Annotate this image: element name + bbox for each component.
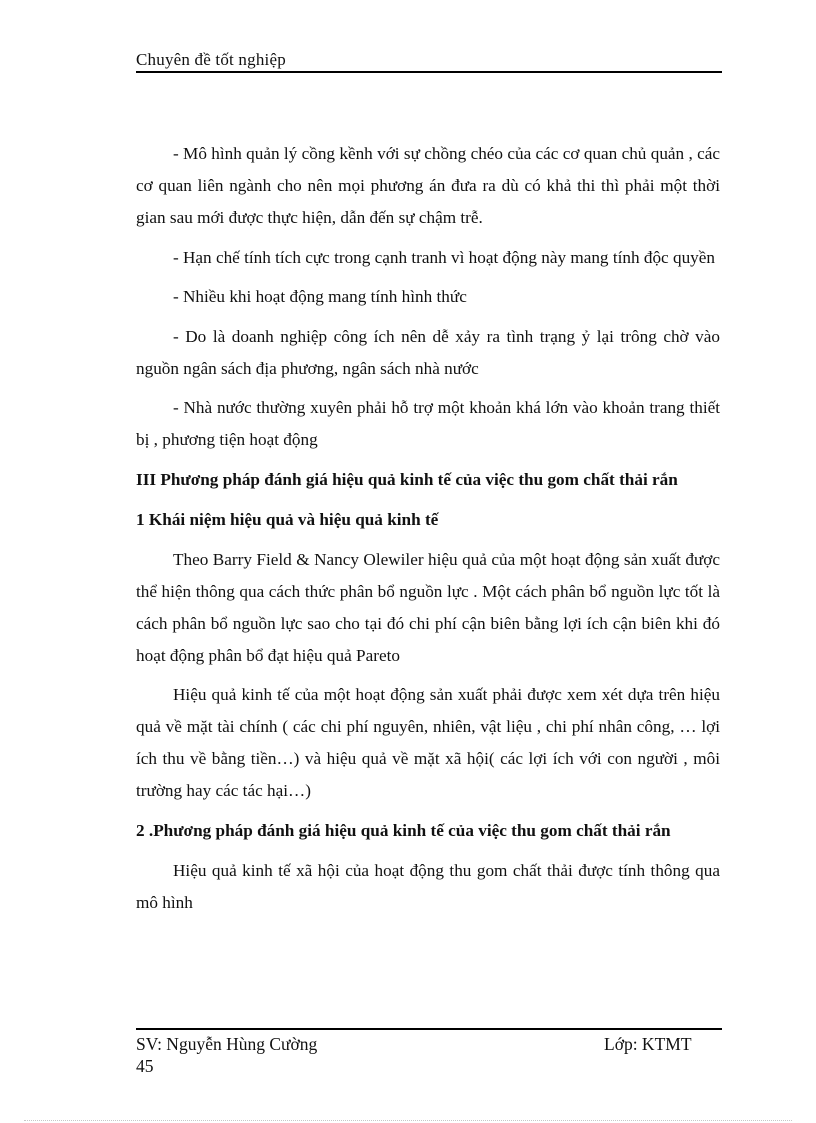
footer-class-label: Lớp: KTMT bbox=[604, 1034, 692, 1054]
header-rule bbox=[136, 71, 722, 73]
section-heading: III Phương pháp đánh giá hiệu quả kinh tế của việc thu gom chất thải rắn bbox=[136, 469, 678, 489]
footer-student-name: SV: Nguyễn Hùng Cường bbox=[136, 1034, 318, 1054]
page-edge-divider bbox=[24, 1120, 792, 1121]
paragraph: - Nhà nước thường xuyên phải hỗ trợ một khoản khá lớn vào khoản trang thiết bị , phương tiện hoạt động bbox=[136, 398, 720, 449]
subsection-heading: 1 Khái niệm hiệu quả và hiệu quả kinh tế bbox=[136, 509, 439, 529]
paragraph: Hiệu quả kinh tế của một hoạt động sản xuất phải được xem xét dựa trên hiệu quả về mặt tài chính ( các chi phí nguyên, nhiên, vật liệu , chi phí nhân công, … lợi ích thu về bằng tiền…) và hiệu quả về mặt xã hội( các lợi ích với con người , môi trường hay các tác hại…) bbox=[136, 685, 720, 800]
paragraph: - Do là doanh nghiệp công ích nên dễ xảy ra tình trạng ỷ lại trông chờ vào nguồn ngân sách địa phương, ngân sách nhà nước bbox=[136, 326, 720, 378]
footer-rule bbox=[136, 1028, 722, 1030]
header-title: Chuyên đề tốt nghiệp bbox=[136, 50, 286, 69]
page-number: 45 bbox=[136, 1056, 154, 1076]
paragraph: - Mô hình quản lý cồng kềnh với sự chồng chéo của các cơ quan chủ quản , các cơ quan liên ngành cho nên mọi phương án đưa ra dù có khả thi thì phải một thời gian sau mới được thực hiện, dẫn đến sự chậm trễ. bbox=[136, 144, 720, 227]
body-text bbox=[136, 138, 720, 926]
paragraph: Theo Barry Field & Nancy Olewiler hiệu quả của một hoạt động sản xuất được thể hiện thông qua cách thức phân bổ nguồn lực . Một cách phân bổ nguồn lực tốt là cách phân bổ nguồn lực sao cho tại đó chi phí cận biên bằng lợi ích cận biên khi đó hoạt động phân bổ đạt hiệu quả Pareto bbox=[136, 549, 720, 665]
paragraph: Hiệu quả kinh tế xã hội của hoạt động thu gom chất thải được tính thông qua mô hình bbox=[136, 860, 720, 912]
paragraph: - Nhiều khi hoạt động mang tính hình thức bbox=[173, 287, 467, 306]
paragraph: - Hạn chế tính tích cực trong cạnh tranh vì hoạt động này mang tính độc quyền bbox=[173, 247, 715, 267]
subsection-heading: 2 .Phương pháp đánh giá hiệu quả kinh tế của việc thu gom chất thải rắn bbox=[136, 820, 671, 840]
